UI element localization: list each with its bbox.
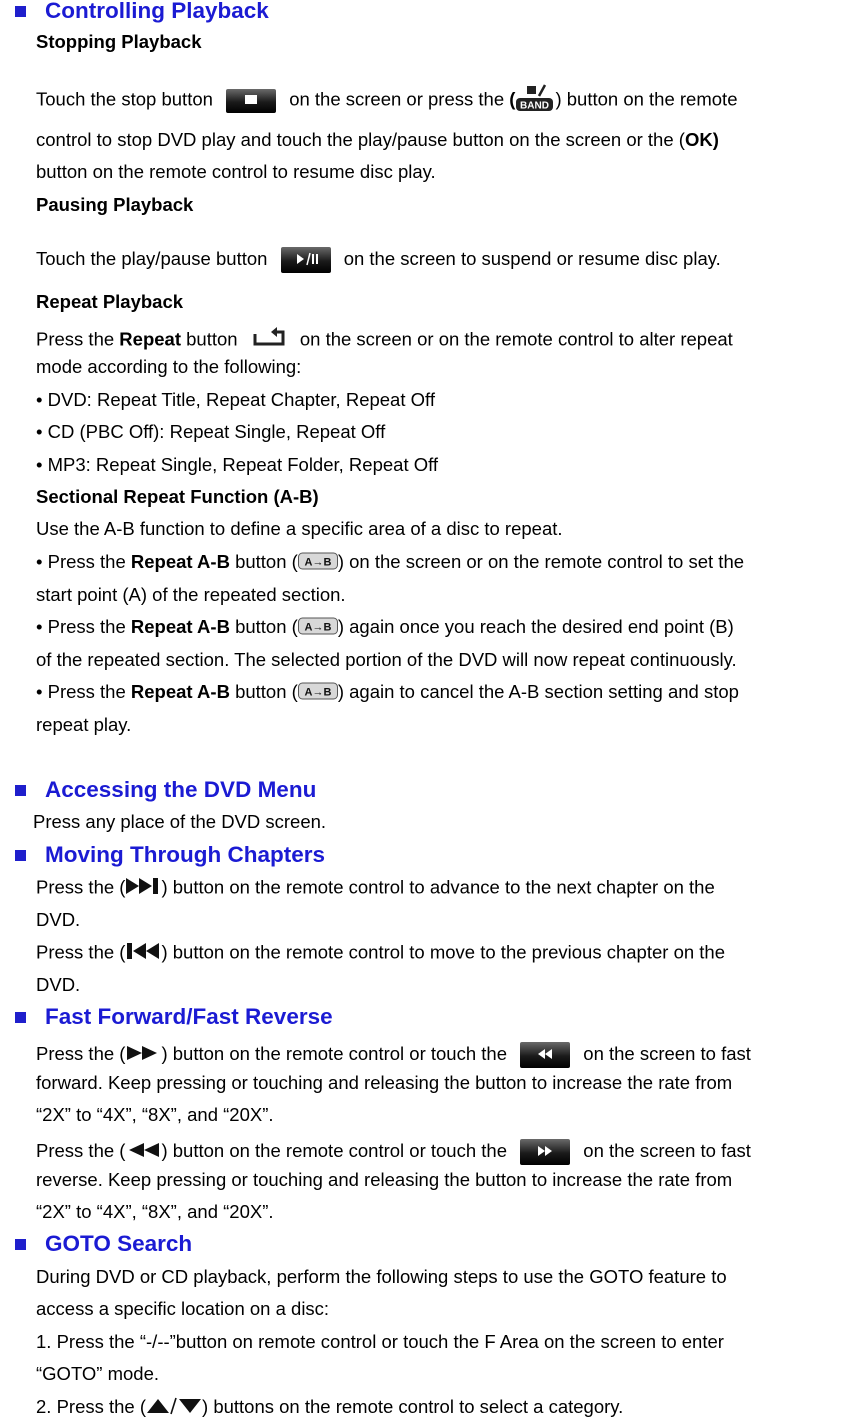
subheading-stopping: Stopping Playback [36, 31, 202, 52]
list-item: • MP3: Repeat Single, Repeat Folder, Repeat Off [36, 454, 439, 475]
chapters-next-line: Press the ( ) button on the remote control to advance to the next chapter on the [36, 876, 715, 901]
fast-forward-icon [125, 1044, 161, 1067]
chapters-dvd-1: DVD. [36, 909, 81, 930]
goto-line-1: During DVD or CD playback, perform the following steps to use the GOTO feature to [36, 1266, 727, 1287]
ab-bullet-2: • Press the Repeat A-B button ( A→B ) again once you reach the desired end point (B) [36, 616, 734, 640]
up-down-arrow-icon [146, 1397, 202, 1420]
forward-button-icon [520, 1139, 570, 1165]
section-heading-goto: GOTO Search [0, 1231, 192, 1258]
square-bullet-icon [15, 1012, 26, 1023]
section-heading-chapters: Moving Through Chapters [0, 842, 325, 869]
fast-reverse-line-2: reverse. Keep pressing or touching and releasing the button to increase the rate from [36, 1169, 733, 1190]
ab-repeat-icon [298, 552, 338, 575]
fast-forward-line-1: Press the ( ) button on the remote control or touch the on the screen to fast [36, 1042, 751, 1068]
svg-text:A→B: A→B [304, 556, 332, 569]
stop-button-icon [226, 89, 276, 113]
fast-reverse-rate: “2X” to “4X”, “8X”, and “20X”. [36, 1201, 274, 1222]
repeat-line-1: Press the Repeat button on the screen or on the remote control to alter repeat [36, 326, 733, 355]
subheading-repeat: Repeat Playback [36, 291, 184, 312]
goto-line-2: access a specific location on a disc: [36, 1298, 330, 1319]
square-bullet-icon [15, 850, 26, 861]
ab-bullet-3: • Press the Repeat A-B button ( A→B ) again to cancel the A-B section setting and stop [36, 681, 739, 705]
ab-intro: Use the A-B function to define a specific area of a disc to repeat. [36, 518, 563, 539]
svg-text:A→B: A→B [304, 686, 332, 699]
chapters-dvd-2: DVD. [36, 974, 81, 995]
repeat-line-2: mode according to the following: [36, 356, 302, 377]
band-stop-icon [515, 84, 555, 117]
svg-text:A→B: A→B [304, 621, 332, 634]
square-bullet-icon [15, 6, 26, 17]
fast-forward-rate: “2X” to “4X”, “8X”, and “20X”. [36, 1104, 274, 1125]
subheading-pausing: Pausing Playback [36, 194, 194, 215]
section-heading-menu: Accessing the DVD Menu [0, 777, 316, 804]
stopping-line-3: button on the remote control to resume disc play. [36, 161, 436, 182]
subheading-ab: Sectional Repeat Function (A-B) [36, 486, 319, 507]
play-pause-button-icon [281, 247, 331, 273]
goto-step-1-cont: “GOTO” mode. [36, 1363, 160, 1384]
section-heading-playback: Controlling Playback [0, 0, 269, 25]
stopping-line-2: control to stop DVD play and touch the play/pause button on the screen or the (OK) [36, 129, 719, 150]
ab-bullet-1-cont: start point (A) of the repeated section. [36, 584, 346, 605]
ab-repeat-icon [298, 682, 338, 705]
previous-chapter-icon [125, 941, 161, 966]
next-chapter-icon [125, 876, 161, 901]
chapters-prev-line: Press the ( ) button on the remote control to move to the previous chapter on the [36, 941, 725, 966]
ab-repeat-icon [298, 617, 338, 640]
pausing-line-1: Touch the play/pause button on the screen to suspend or resume disc play. [36, 247, 721, 273]
square-bullet-icon [15, 1239, 26, 1250]
section-heading-fast: Fast Forward/Fast Reverse [0, 1004, 333, 1031]
fast-forward-line-2: forward. Keep pressing or touching and releasing the button to increase the rate from [36, 1072, 733, 1093]
fast-reverse-icon [125, 1141, 161, 1164]
list-item: • CD (PBC Off): Repeat Single, Repeat Off [36, 421, 386, 442]
ab-bullet-2-cont: of the repeated section. The selected portion of the DVD will now repeat continuously. [36, 649, 737, 670]
ab-bullet-3-cont: repeat play. [36, 714, 132, 735]
fast-reverse-line-1: Press the ( ) button on the remote control or touch the on the screen to fast [36, 1139, 751, 1165]
menu-text: Press any place of the DVD screen. [33, 811, 327, 832]
goto-step-2: 2. Press the ( ) buttons on the remote control to select a category. [36, 1396, 623, 1420]
list-item: • DVD: Repeat Title, Repeat Chapter, Repeat Off [36, 389, 435, 410]
square-bullet-icon [15, 785, 26, 796]
svg-text:BAND: BAND [520, 100, 550, 112]
goto-step-1: 1. Press the “-/--”button on remote control or touch the F Area on the screen to enter [36, 1331, 724, 1352]
ab-bullet-1: • Press the Repeat A-B button ( A→B ) on the screen or on the remote control to set the [36, 551, 744, 575]
stopping-line-1: Touch the stop button on the screen or press the ( BAND ) button on the remote [36, 84, 737, 117]
repeat-icon [249, 326, 289, 355]
rewind-button-icon [520, 1042, 570, 1068]
